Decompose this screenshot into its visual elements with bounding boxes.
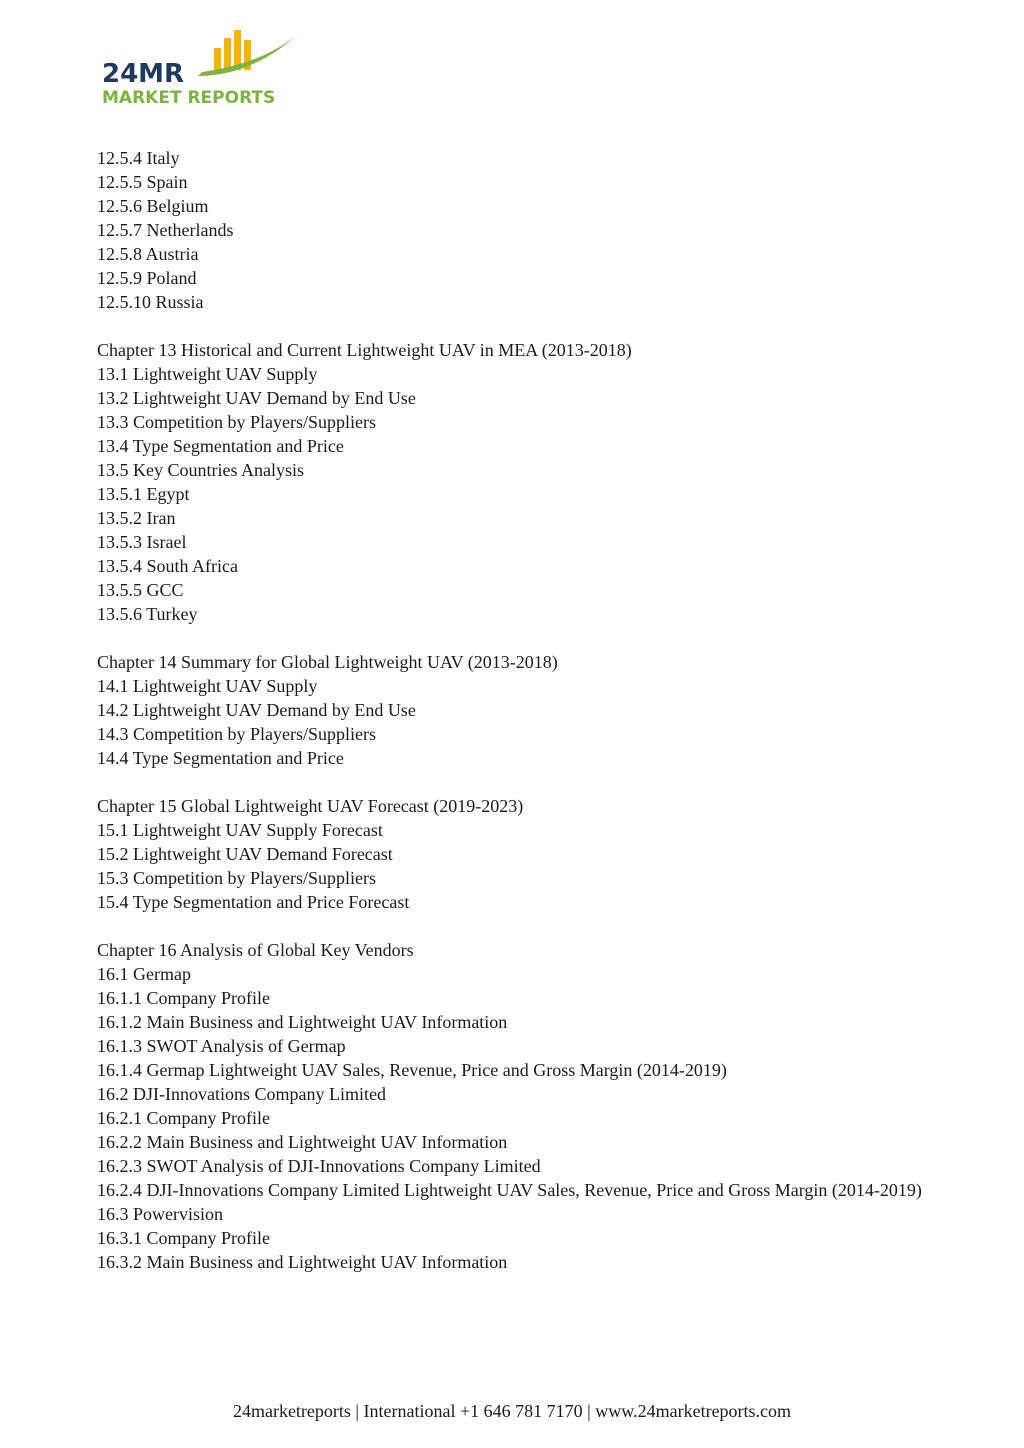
footer-separator: | (587, 1401, 591, 1421)
toc-line: 16.3.2 Main Business and Lightweight UAV Information (97, 1252, 508, 1272)
toc-line: 14.1 Lightweight UAV Supply (97, 676, 318, 696)
page-footer (0, 1399, 1024, 1423)
toc-line: 13.5 Key Countries Analysis (97, 460, 304, 480)
toc-line: 13.5.4 South Africa (97, 556, 238, 576)
spacer (97, 626, 927, 650)
toc-line: 13.4 Type Segmentation and Price (97, 436, 344, 456)
logo-graphic (100, 26, 305, 108)
toc-line: 16.2 DJI-Innovations Company Limited (97, 1084, 386, 1104)
toc-block-15 (97, 794, 927, 914)
toc-line: 15.2 Lightweight UAV Demand Forecast (97, 844, 393, 864)
toc-block-12 (97, 146, 927, 314)
toc-line: 15.1 Lightweight UAV Supply Forecast (97, 820, 383, 840)
toc-line: 16.1.2 Main Business and Lightweight UAV Information (97, 1012, 508, 1032)
toc-block-14 (97, 650, 927, 770)
spacer (97, 770, 927, 794)
toc-line: 16.2.2 Main Business and Lightweight UAV Information (97, 1132, 508, 1152)
footer-website-link[interactable]: www.24marketreports.com (595, 1401, 792, 1421)
toc-line: 14.3 Competition by Players/Suppliers (97, 724, 376, 744)
logo-text-24mr: 24MR (102, 59, 185, 89)
toc-line: 16.1.3 SWOT Analysis of Germap (97, 1036, 346, 1056)
toc-line: 16.3 Powervision (97, 1204, 223, 1224)
toc-line: 16.1.1 Company Profile (97, 988, 270, 1008)
logo-bar-1 (214, 48, 221, 70)
toc-line: 16.1 Germap (97, 964, 191, 984)
toc-line: 12.5.7 Netherlands (97, 220, 234, 240)
toc-block-16 (97, 938, 927, 1274)
toc-line: 14.4 Type Segmentation and Price (97, 748, 344, 768)
toc-line: 13.3 Competition by Players/Suppliers (97, 412, 376, 432)
toc-line: 12.5.9 Poland (97, 268, 197, 288)
toc-line: 12.5.4 Italy (97, 148, 180, 168)
toc-line-wrapped: 16.2.4 DJI-Innovations Company Limited Lightweight UAV Sales, Revenue, Price and Gross Margin (2014-2019) (97, 1180, 922, 1200)
table-of-contents (97, 146, 927, 1274)
toc-line: 15.3 Competition by Players/Suppliers (97, 868, 376, 888)
company-logo (100, 26, 305, 108)
chapter-heading: Chapter 14 Summary for Global Lightweight UAV (2013-2018) (97, 652, 558, 672)
toc-line: 13.5.5 GCC (97, 580, 184, 600)
spacer (97, 914, 927, 938)
spacer (97, 314, 927, 338)
footer-separator: | (355, 1401, 360, 1421)
toc-block-13 (97, 338, 927, 626)
chapter-heading: Chapter 15 Global Lightweight UAV Forecast (2019-2023) (97, 796, 524, 816)
toc-line: 16.2.1 Company Profile (97, 1108, 270, 1128)
toc-line: 13.5.2 Iran (97, 508, 176, 528)
toc-line: 12.5.6 Belgium (97, 196, 209, 216)
toc-line: 12.5.8 Austria (97, 244, 199, 264)
toc-line: 13.1 Lightweight UAV Supply (97, 364, 318, 384)
footer-company: 24marketreports (232, 1401, 351, 1421)
toc-line: 15.4 Type Segmentation and Price Forecast (97, 892, 410, 912)
toc-line: 12.5.5 Spain (97, 172, 188, 192)
toc-line: 14.2 Lightweight UAV Demand by End Use (97, 700, 416, 720)
toc-line: 13.5.3 Israel (97, 532, 187, 552)
toc-line: 16.2.3 SWOT Analysis of DJI-Innovations Company Limited (97, 1156, 541, 1176)
toc-line: 16.1.4 Germap Lightweight UAV Sales, Revenue, Price and Gross Margin (2014-2019) (97, 1060, 727, 1080)
toc-line: 13.5.6 Turkey (97, 604, 198, 624)
toc-line: 13.5.1 Egypt (97, 484, 190, 504)
logo-text-market-reports: MARKET REPORTS (102, 88, 276, 108)
toc-line: 16.3.1 Company Profile (97, 1228, 270, 1248)
chapter-heading: Chapter 13 Historical and Current Lightweight UAV in MEA (2013-2018) (97, 340, 632, 360)
logo-bar-2 (224, 38, 231, 70)
toc-line: 12.5.10 Russia (97, 292, 204, 312)
chapter-heading: Chapter 16 Analysis of Global Key Vendors (97, 940, 414, 960)
footer-phone: International +1 646 781 7170 (363, 1401, 583, 1421)
toc-line: 13.2 Lightweight UAV Demand by End Use (97, 388, 416, 408)
